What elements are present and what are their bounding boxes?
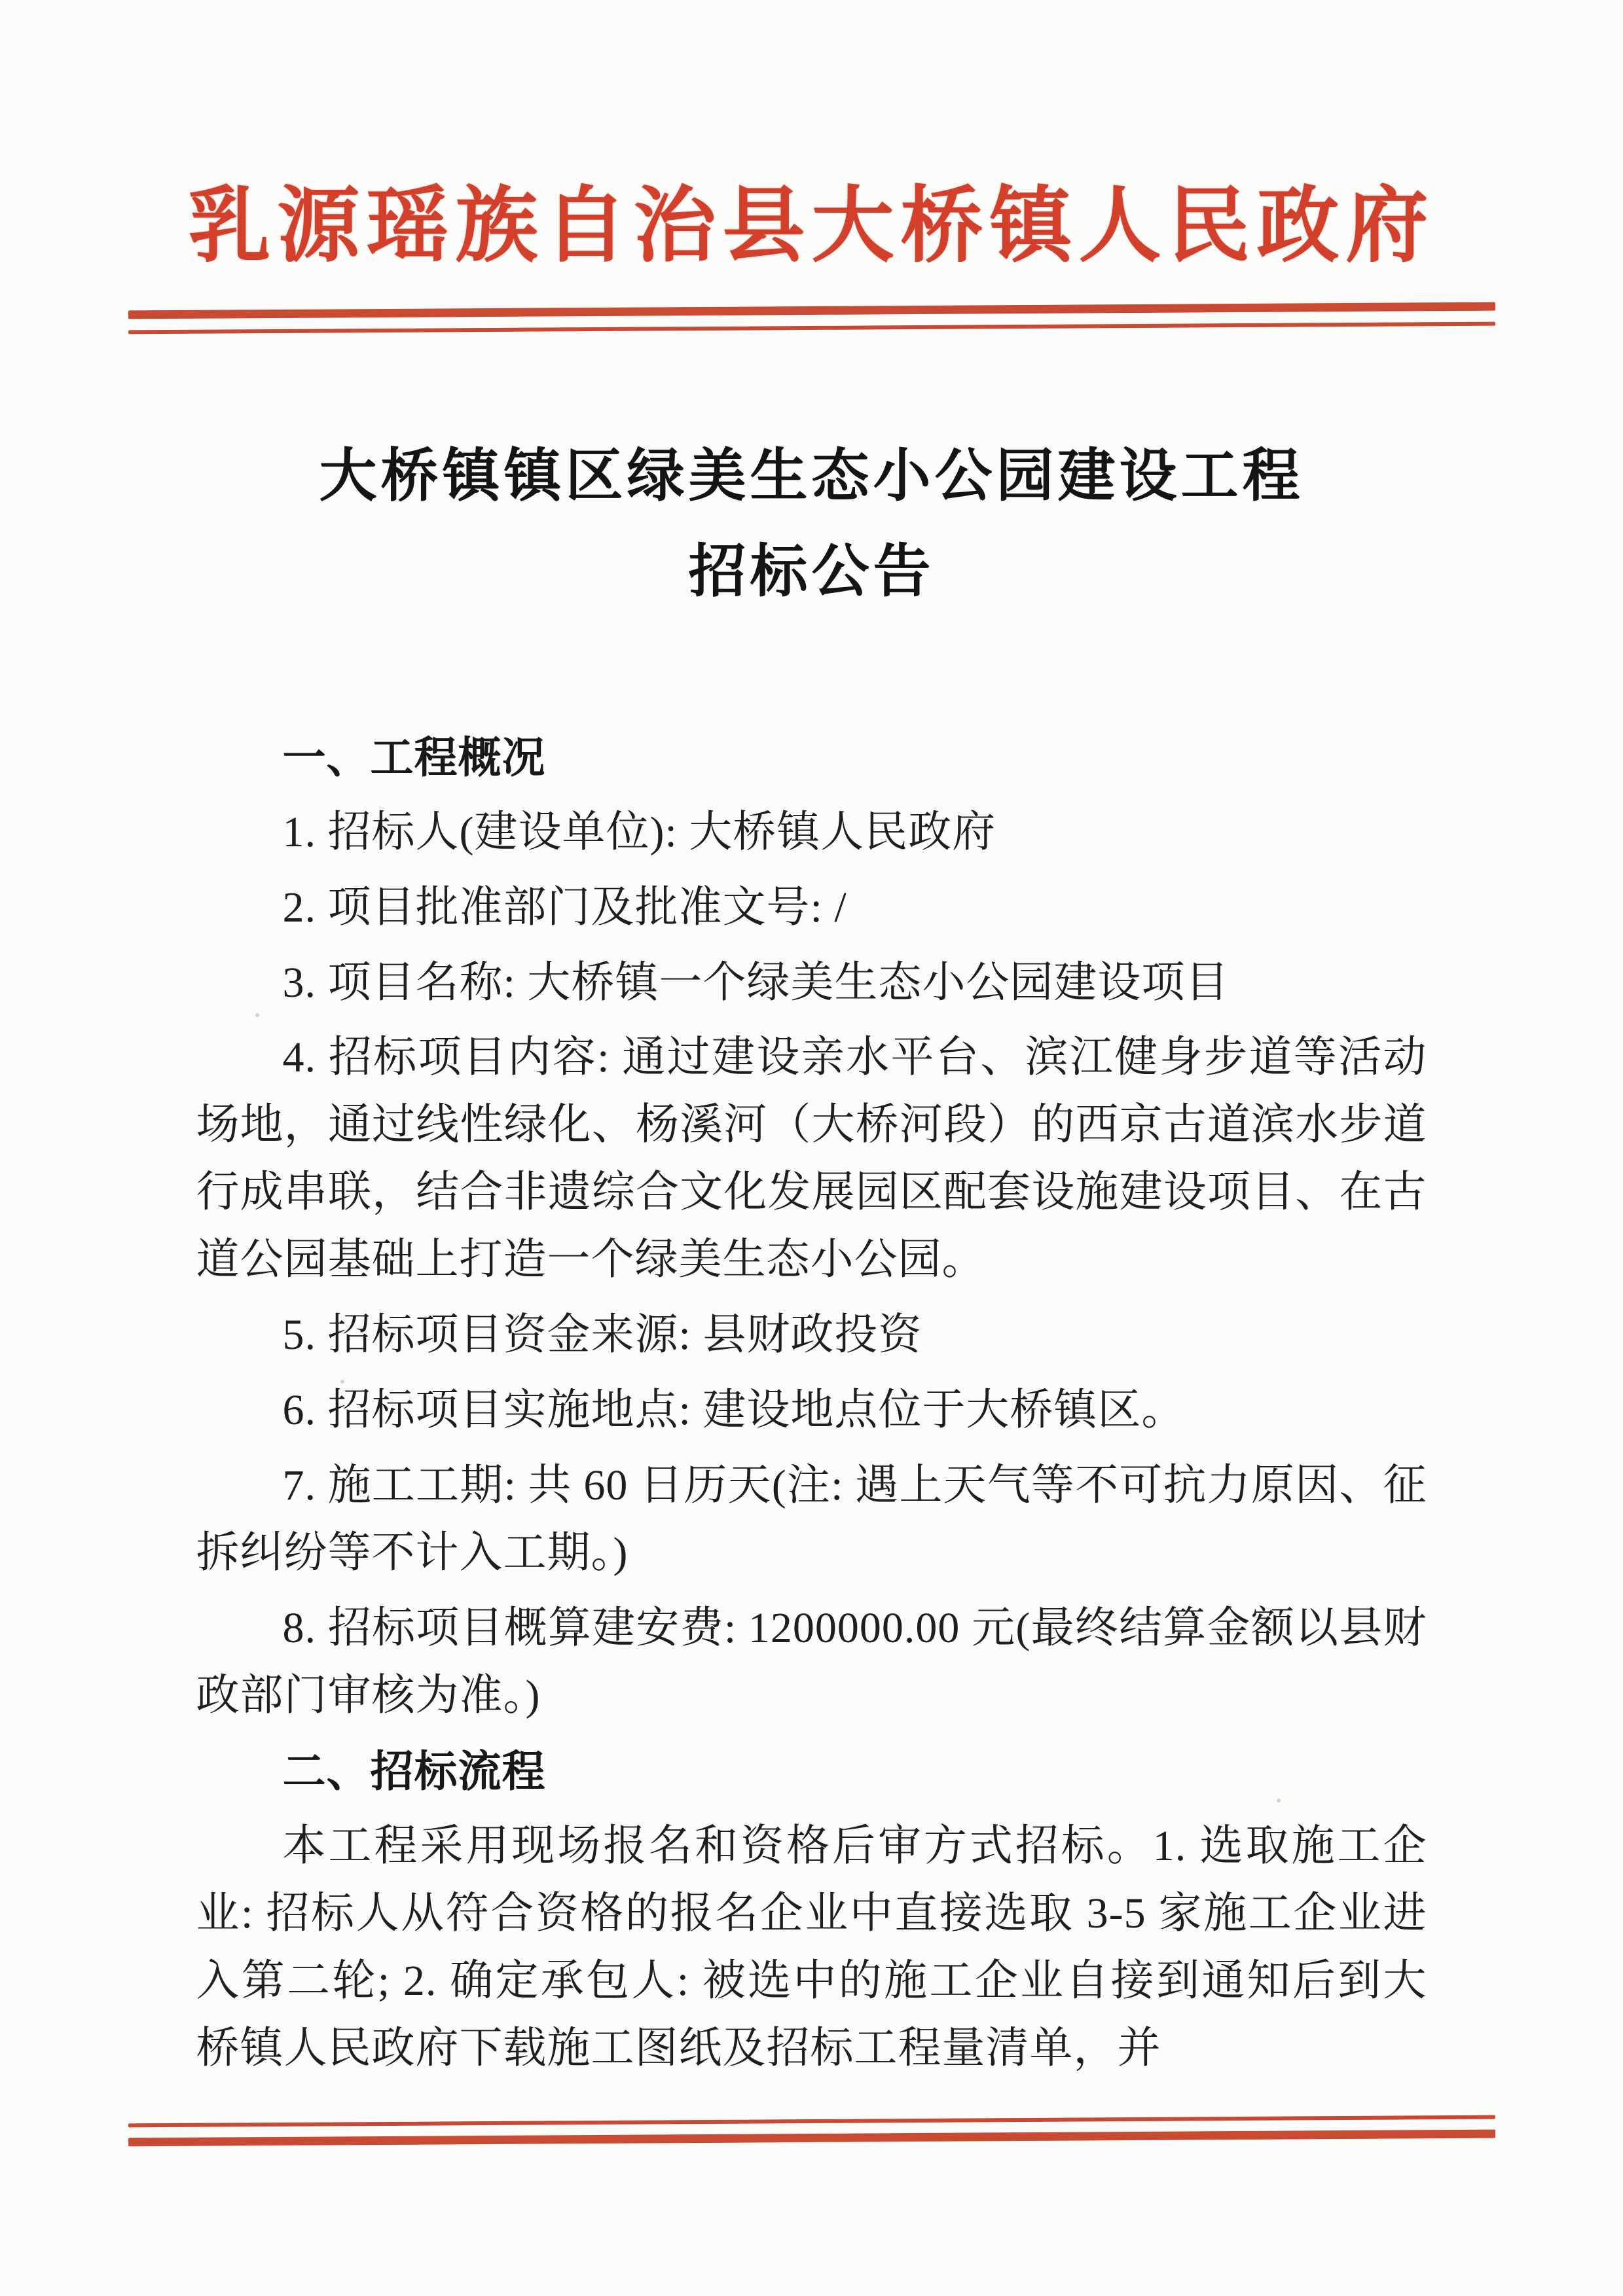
government-letterhead	[0, 0, 1623, 330]
header-divider	[128, 302, 1495, 334]
scan-speck	[255, 1013, 259, 1017]
header-rule-thin	[128, 321, 1495, 334]
document-title	[0, 429, 1623, 620]
document-title-line-1: 大桥镇镇区绿美生态小公园建设工程	[319, 444, 1304, 509]
section-1-heading: 一、工程概况	[282, 732, 546, 781]
paragraph-approval: 2. 项目批准部门及批准文号: /	[282, 883, 847, 931]
paragraph-project-name: 3. 项目名称: 大桥镇一个绿美生态小公园建设项目	[282, 958, 1230, 1007]
footer-divider	[128, 2115, 1495, 2147]
footer-rule-thin	[128, 2115, 1495, 2128]
document-title-line-2: 招标公告	[688, 540, 935, 604]
paragraph-bidder: 1. 招标人(建设单位): 大桥镇人民政府	[282, 808, 996, 856]
paragraph-construction-period: 7. 施工工期: 共 60 日历天(注: 遇上天气等不可抗力原因、征拆纠纷等不计入工期。)	[196, 1462, 1427, 1577]
agency-title: 乳源瑶族自治县大桥镇人民政府	[188, 181, 1435, 272]
paragraph-project-content: 4. 招标项目内容: 通过建设亲水平台、滨江健身步道等活动场地，通过线性绿化、杨溪河（大桥河段）的西京古道滨水步道行成串联，结合非遗综合文化发展园区配套设施建设项目、在古道公园基础上打造一个绿美生态小公园。	[196, 1033, 1427, 1284]
paragraph-location: 6. 招标项目实施地点: 建设地点位于大桥镇区。	[282, 1386, 1186, 1435]
paragraph-estimated-cost: 8. 招标项目概算建安费: 1200000.00 元(最终结算金额以县财政部门审核为准。)	[196, 1604, 1427, 1720]
section-2-heading: 二、招标流程	[282, 1747, 546, 1795]
header-rule-thick	[128, 302, 1495, 319]
paragraph-bidding-process: 本工程采用现场报名和资格后审方式招标。1. 选取施工企业: 招标人从符合资格的报名企业中直接选取 3-5 家施工企业进入第二轮; 2. 确定承包人: 被选中的施工企业自接到通知后到大桥镇人民政府下载施工图纸及招标工程量清单，并	[196, 1821, 1427, 2072]
scan-speck	[1277, 1799, 1281, 1803]
scan-speck	[340, 1380, 344, 1384]
paragraph-funding-source: 5. 招标项目资金来源: 县财政投资	[282, 1311, 922, 1359]
document-body	[196, 724, 1427, 2083]
footer-rule-thick	[128, 2130, 1495, 2147]
